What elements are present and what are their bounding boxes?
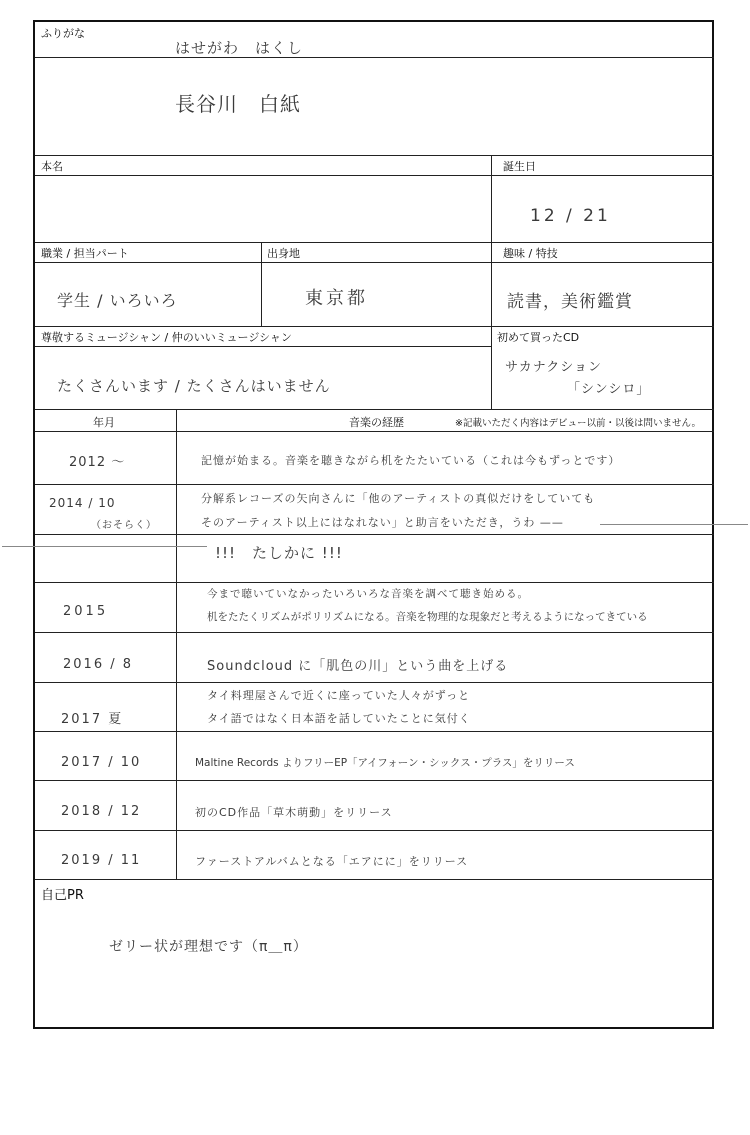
self-pr-value: ゼリー状が理想です（π＿π）	[109, 939, 308, 955]
stray-pen-stroke	[600, 524, 748, 525]
history-year: 2015	[63, 604, 109, 619]
furigana-label: ふりがな	[41, 27, 85, 40]
rule	[491, 326, 492, 409]
occupation-value: 学生 / いろいろ	[57, 291, 178, 310]
rule	[35, 409, 714, 410]
career-note: ※記載いただく内容はデビュー以前・以後は問いません。	[455, 418, 702, 429]
birthday-value: 12 / 21	[530, 206, 611, 226]
rule	[35, 534, 714, 535]
rule	[35, 431, 714, 432]
hometown-value: 東京都	[305, 288, 368, 309]
birthday-label: 誕生日	[503, 160, 536, 173]
real-name-label: 本名	[41, 160, 63, 173]
rule	[35, 57, 714, 58]
history-year: 2012 〜	[69, 455, 126, 470]
history-entry: 分解系レコーズの矢向さんに「他のアーティストの真似だけをしていても	[201, 492, 596, 505]
name-value: 長谷川 白紙	[175, 92, 301, 116]
hometown-label: 出身地	[267, 247, 300, 260]
rule	[35, 155, 714, 156]
rule	[491, 242, 492, 326]
rule	[35, 682, 714, 683]
musicians-value: たくさんいます / たくさんはいません	[57, 377, 331, 395]
rule	[35, 175, 714, 176]
rule	[35, 484, 714, 485]
history-entry: Maltine Records よりフリーEP「アイフォーン・シックス・プラス」をリリース	[195, 757, 575, 769]
history-entry: Soundcloud に「肌色の川」という曲を上げる	[207, 659, 509, 674]
history-entry: そのアーティスト以上にはなれない」と助言をいただき，うわ ——	[201, 516, 564, 529]
history-year: 2018 / 12	[61, 804, 142, 819]
history-entry: 記憶が始まる。音楽を聴きながら机をたたいている（これは今もずっとです）	[201, 454, 621, 467]
rule	[176, 409, 177, 879]
occupation-label: 職業 / 担当パート	[41, 247, 129, 260]
musicians-label: 尊敬するミュージシャン / 仲のいいミュージシャン	[41, 331, 292, 344]
history-year: 2017 夏	[61, 712, 124, 727]
history-year: 2019 / 11	[61, 853, 142, 868]
history-entry: タイ語ではなく日本語を話していたことに気付く	[207, 712, 471, 725]
first-cd-line2: 「シンシロ」	[567, 382, 651, 397]
history-year: 2017 / 10	[61, 755, 142, 770]
furigana-value: はせがわ はくし	[175, 39, 304, 57]
history-entry: !!! たしかに !!!	[215, 544, 343, 562]
history-entry: ファーストアルバムとなる「エアにに」をリリース	[195, 855, 469, 868]
rule	[35, 346, 492, 347]
first-cd-label: 初めて買ったCD	[497, 331, 580, 344]
first-cd-line1: サカナクション	[505, 360, 602, 375]
self-pr-label: 自己PR	[41, 888, 84, 903]
history-entry: タイ料理屋さんで近くに座っていた人々がずっと	[207, 689, 471, 702]
year-column-header: 年月	[93, 416, 115, 429]
history-entry: 今まで聴いていなかったいろいろな音楽を調べて聴き始める。	[207, 588, 529, 600]
rule	[35, 731, 714, 732]
career-column-header: 音楽の経歴	[349, 416, 404, 429]
rule	[261, 242, 262, 326]
rule	[35, 632, 714, 633]
history-entry: 机をたたくリズムがポリリズムになる。音楽を物理的な現象だと考えるようになってきている	[207, 611, 648, 623]
rule	[35, 582, 714, 583]
history-year: 2016 / 8	[63, 657, 133, 672]
rule	[35, 242, 714, 243]
history-entry: 初のCD作品「草木萌動」をリリース	[195, 806, 393, 819]
hobby-label: 趣味 / 特技	[503, 247, 558, 260]
history-year: 2014 / 10	[49, 496, 116, 510]
rule	[35, 830, 714, 831]
rule	[35, 780, 714, 781]
hobby-value: 読書，美術鑑賞	[507, 292, 633, 312]
rule	[35, 879, 714, 880]
rule	[35, 262, 714, 263]
history-year-note: （おそらく）	[91, 520, 157, 531]
rule	[35, 326, 714, 327]
stray-pen-stroke	[2, 546, 207, 547]
